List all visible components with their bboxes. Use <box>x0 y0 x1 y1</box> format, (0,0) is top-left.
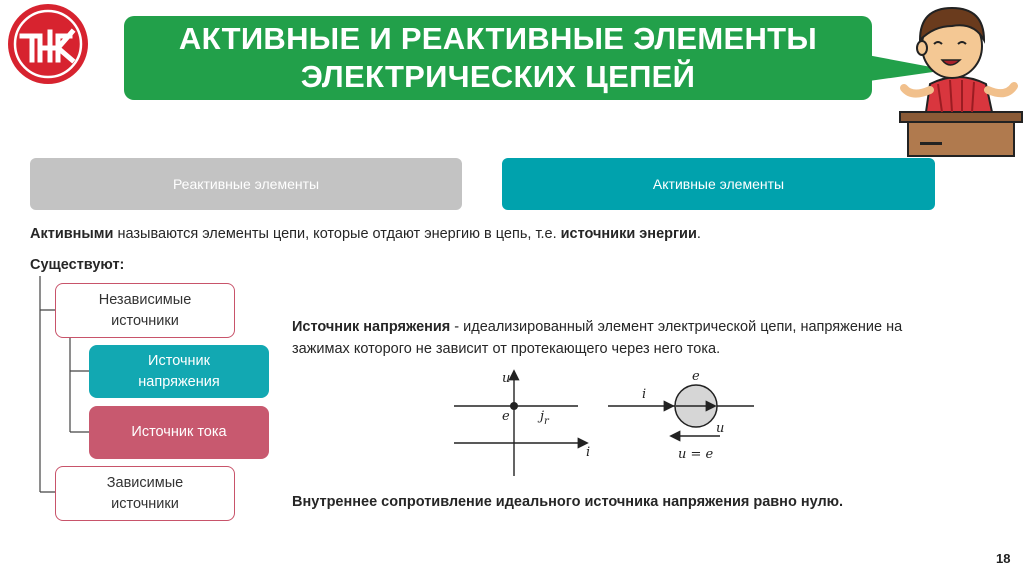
voltage-source-diagram <box>440 368 770 478</box>
tab-active-elements[interactable]: Активные элементы <box>502 158 935 210</box>
internal-resistance-note: Внутреннее сопротивление идеального источника напряжения равно нулю. <box>292 494 844 510</box>
dependent-line-2: источники <box>111 495 179 512</box>
e-point-label: e <box>502 409 510 424</box>
description-body: - идеализированный элемент электрической цепи, напряжение на зажимах которого не зависит от протекающего через него тока. <box>292 319 903 357</box>
definition-highlight: источники энергии <box>560 226 697 242</box>
u-axis-label: u <box>502 371 511 386</box>
voltage-source-description <box>292 316 912 360</box>
current-source-label: Источник тока <box>131 424 227 440</box>
voltage-source-node[interactable] <box>89 345 269 398</box>
independent-line-2: источники <box>111 312 179 329</box>
equation-label: u = e <box>678 447 714 462</box>
jr-subscript: r <box>544 416 549 427</box>
title-line-1: АКТИВНЫЕ И РЕАКТИВНЫЕ ЭЛЕМЕНТЫ <box>178 21 818 56</box>
i-axis-label: i <box>586 445 591 460</box>
exists-label: Существуют: <box>30 257 125 273</box>
dependent-sources-node[interactable] <box>55 466 235 521</box>
dependent-line-1: Зависимые <box>106 474 184 491</box>
teacher-character-icon <box>890 0 1024 160</box>
title-line-2: ЭЛЕКТРИЧЕСКИХ ЦЕПЕЙ <box>300 59 696 94</box>
description-term: Источник напряжения <box>292 319 451 335</box>
page-number: 18 <box>996 551 1011 566</box>
independent-line-1: Независимые <box>98 291 192 308</box>
jr-main: j <box>540 409 545 424</box>
current-symbol-label: i <box>642 387 647 402</box>
voltage-line-1: Источник <box>148 352 210 369</box>
voltage-symbol-label: u <box>716 421 725 436</box>
emf-symbol-label: e <box>692 369 700 384</box>
tab-reactive-elements[interactable]: Реактивные элементы <box>30 158 462 210</box>
definition-term: Активными <box>30 226 114 242</box>
voltage-line-2: напряжения <box>138 373 220 390</box>
current-source-node[interactable] <box>89 406 269 459</box>
independent-sources-node[interactable] <box>55 283 235 338</box>
jr-label <box>537 409 550 427</box>
definition-body: называются элементы цепи, которые отдают энергию в цепь, т.е. <box>113 226 561 242</box>
definition-tail: . <box>696 226 701 242</box>
